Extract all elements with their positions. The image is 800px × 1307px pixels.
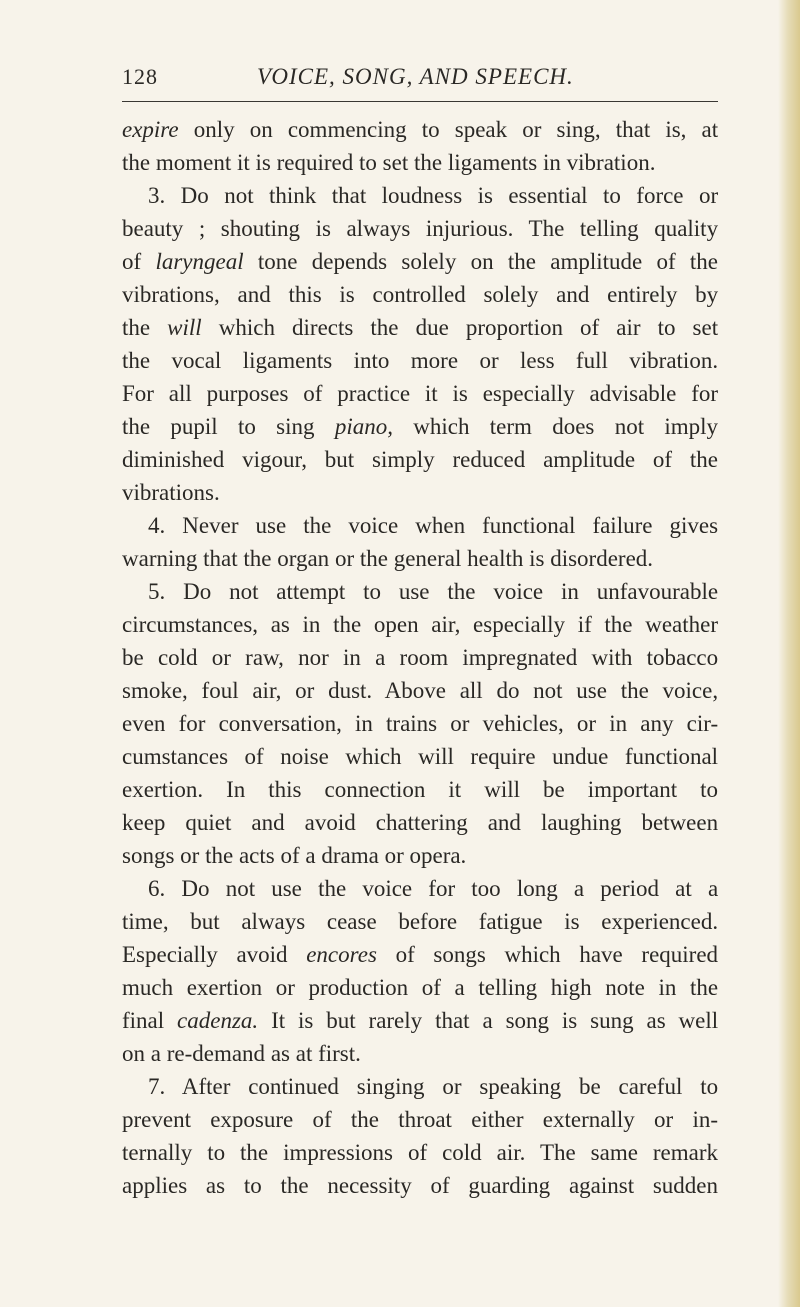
text-line: even for conversation, in trains or vehicles, or in any cir- — [122, 711, 719, 736]
text-line: the will which directs the due proportion of air to set — [122, 315, 719, 340]
text-line: prevent exposure of the throat either externally or in- — [122, 1107, 718, 1132]
text-line: ternally to the impressions of cold air. The same remark — [122, 1140, 719, 1165]
text-line: circumstances, as in the open air, especially if the weather — [122, 612, 718, 637]
text-line: Especially avoid encores of songs which have required — [122, 942, 719, 967]
text-line: much exertion or production of a telling high note in the — [122, 975, 719, 1000]
text-line: of laryngeal tone depends solely on the amplitude of the — [122, 249, 719, 274]
text-line: warning that the organ or the general health is disordered. — [122, 546, 654, 571]
text-line: the pupil to sing piano, which term does not imply — [122, 414, 719, 439]
text-line: time, but always cease before fatigue is experienced. — [122, 909, 719, 934]
text-line: final cadenza. It is but rarely that a song is sung as well — [122, 1008, 719, 1033]
page-number: 128 — [122, 64, 158, 89]
header-rule — [122, 101, 718, 102]
text-line: cumstances of noise which will require undue functional — [122, 744, 719, 769]
text-line: diminished vigour, but simply reduced amplitude of the — [122, 447, 718, 472]
text-line: vibrations. — [122, 480, 220, 505]
text-line: the moment it is required to set the ligaments in vibration. — [122, 150, 656, 175]
text-line: 3. Do not think that loudness is essential to force or — [148, 183, 719, 208]
text-line: applies as to the necessity of guarding against sudden — [122, 1173, 719, 1198]
running-title: VOICE, SONG, AND SPEECH. — [257, 64, 574, 89]
body-text — [122, 113, 718, 1202]
text-line: keep quiet and avoid chattering and laughing between — [122, 810, 719, 835]
text-line: be cold or raw, nor in a room impregnated with tobacco — [122, 645, 719, 670]
text-line: beauty ; shouting is always injurious. The telling quality — [122, 216, 719, 241]
text-line: exertion. In this connection it will be important to — [122, 777, 719, 802]
text-line: expire only on commencing to speak or sing, that is, at — [122, 117, 719, 142]
text-line: smoke, foul air, or dust. Above all do not use the voice, — [122, 678, 719, 703]
text-line: 4. Never use the voice when functional failure gives — [148, 513, 719, 538]
text-line: For all purposes of practice it is especially advisable for — [122, 381, 719, 406]
text-line: on a re-demand as at first. — [122, 1041, 361, 1066]
text-line: songs or the acts of a drama or opera. — [122, 843, 467, 868]
text-line: the vocal ligaments into more or less full vibration. — [122, 348, 719, 373]
page-header — [122, 64, 718, 94]
text-line: vibrations, and this is controlled solely and entirely by — [122, 282, 719, 307]
page-edge-shadow — [778, 0, 800, 1307]
text-line: 6. Do not use the voice for too long a period at a — [148, 876, 719, 901]
text-line: 5. Do not attempt to use the voice in unfavourable — [148, 579, 719, 604]
text-line: 7. After continued singing or speaking be careful to — [148, 1074, 719, 1099]
